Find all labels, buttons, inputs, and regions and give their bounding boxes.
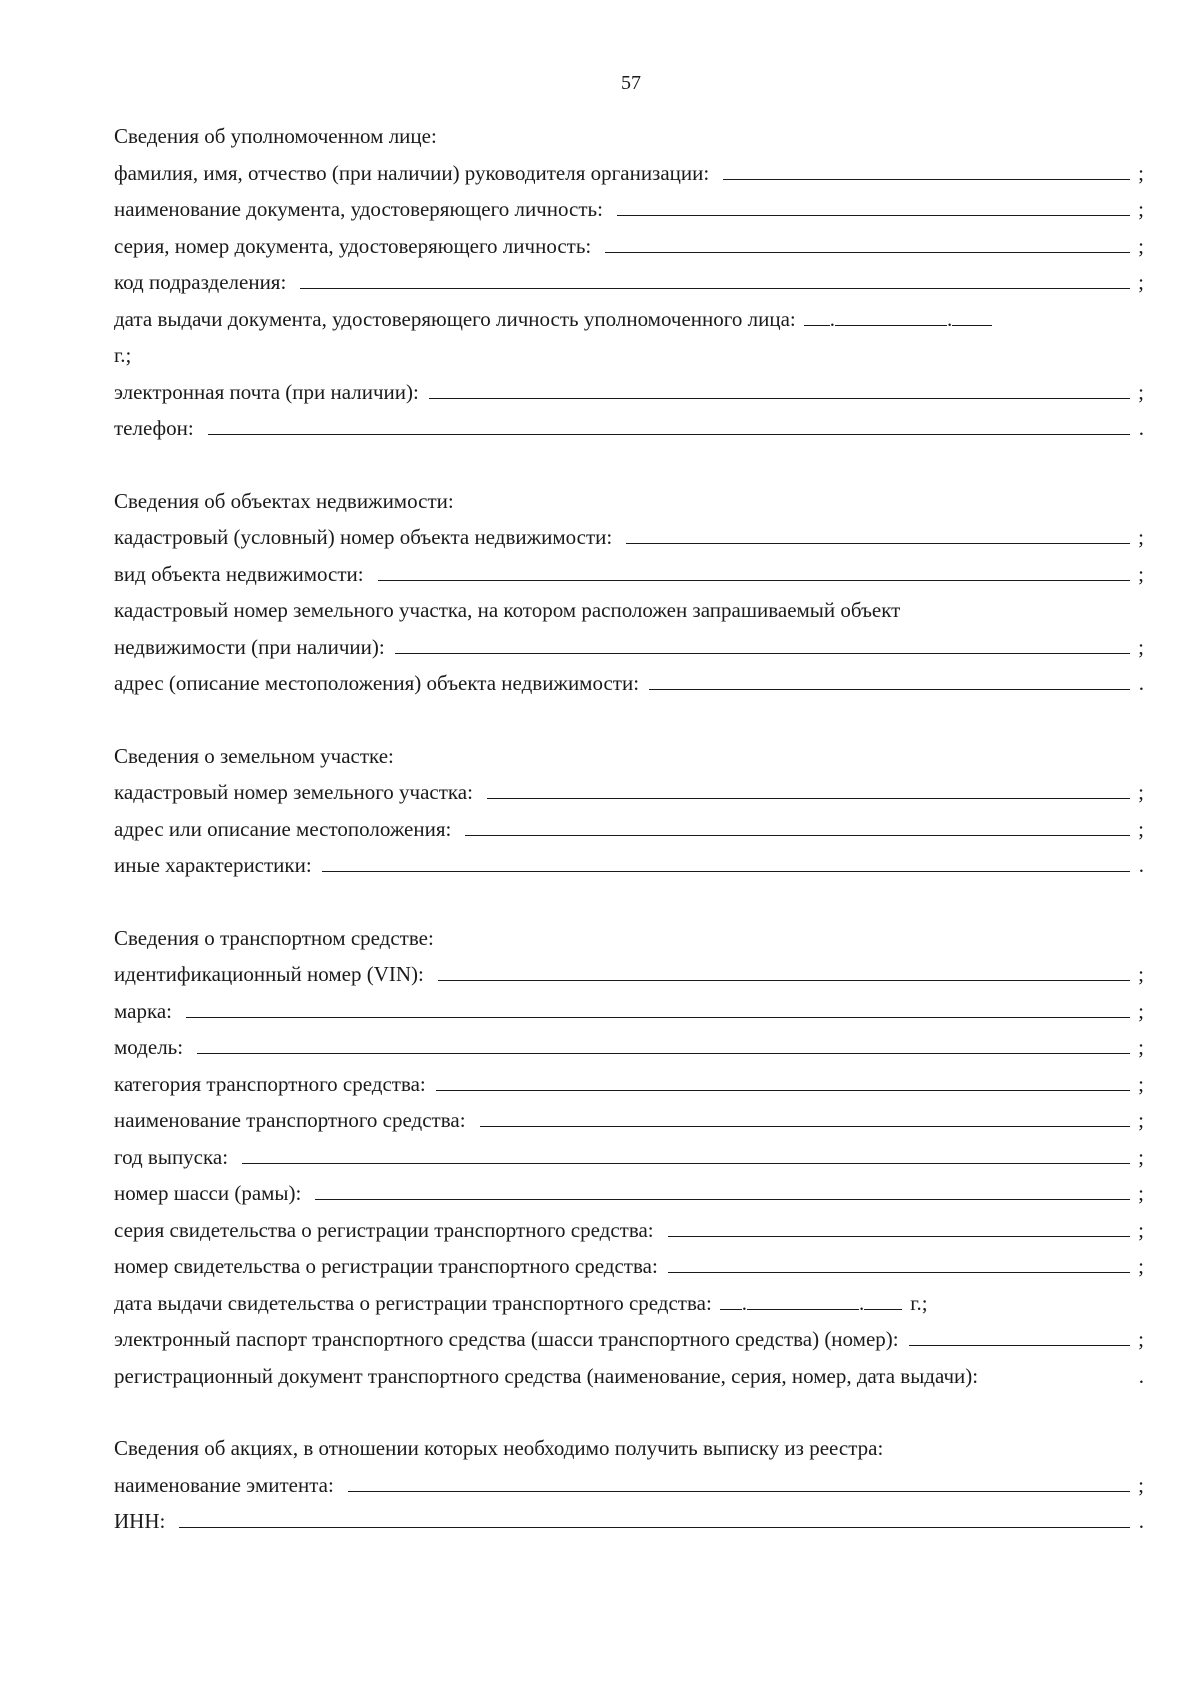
cert-year-field[interactable] <box>864 1291 902 1310</box>
period: . <box>1138 671 1144 695</box>
inn-label: ИНН: <box>114 1509 166 1533</box>
land-address-label: адрес или описание местоположения: <box>114 816 452 841</box>
reg-doc-row <box>114 1364 1144 1401</box>
category-label: категория транспортного средства: <box>114 1071 426 1096</box>
semicolon: ; <box>1138 197 1144 221</box>
vin-row <box>114 962 1144 999</box>
semicolon: ; <box>1138 816 1144 841</box>
land-address-field[interactable] <box>465 817 1130 836</box>
object-type-label: вид объекта недвижимости: <box>114 561 364 586</box>
semicolon: ; <box>1138 1217 1144 1242</box>
period: . <box>1138 1363 1144 1388</box>
full-name-row <box>114 161 1144 198</box>
cadastral-number-field[interactable] <box>626 525 1130 544</box>
cert-number-label: номер свидетельства о регистрации транспортного средства: <box>114 1254 658 1278</box>
cert-series-row <box>114 1218 1144 1255</box>
cert-date-row <box>114 1291 1144 1328</box>
year-label: год выпуска: <box>114 1144 229 1169</box>
semicolon: ; <box>1138 160 1144 185</box>
section-land-plot <box>114 744 1144 890</box>
land-number-label-line1: кадастровый номер земельного участка, на котором расположен запрашиваемый объект <box>114 598 901 622</box>
cert-month-field[interactable] <box>747 1291 859 1310</box>
section-authorized-person <box>114 124 1144 453</box>
land-number-row-1 <box>114 598 1144 635</box>
brand-row <box>114 999 1144 1036</box>
land-number-row-2 <box>114 635 1144 672</box>
object-type-field[interactable] <box>378 562 1130 581</box>
semicolon: ; <box>1138 525 1144 549</box>
date-dot: . <box>859 1290 865 1315</box>
land-cadastral-label: кадастровый номер земельного участка: <box>114 780 473 804</box>
email-label: электронная почта (при наличии): <box>114 379 419 404</box>
model-field[interactable] <box>197 1035 1130 1054</box>
category-field[interactable] <box>436 1072 1130 1091</box>
brand-label: марка: <box>114 998 173 1023</box>
object-type-row <box>114 562 1144 599</box>
model-label: модель: <box>114 1035 184 1059</box>
vehicle-name-field[interactable] <box>480 1108 1130 1127</box>
brand-field[interactable] <box>186 999 1130 1018</box>
real-estate-address-label: адрес (описание местоположения) объекта недвижимости: <box>114 671 640 695</box>
division-code-label: код подразделения: <box>114 270 287 294</box>
date-dot: . <box>741 1290 748 1315</box>
semicolon: ; <box>1138 379 1144 404</box>
land-other-row <box>114 853 1144 890</box>
date-day-field[interactable] <box>804 307 830 326</box>
semicolon: ; <box>1138 962 1144 986</box>
cadastral-number-row <box>114 525 1144 562</box>
section-heading: Сведения об акциях, в отношении которых необходимо получить выписку из реестра: <box>114 1436 884 1460</box>
section-heading: Сведения о земельном участке: <box>114 743 394 768</box>
date-dot: . <box>946 306 953 331</box>
cert-day-field[interactable] <box>720 1291 742 1310</box>
land-other-field[interactable] <box>322 853 1130 872</box>
inn-field[interactable] <box>179 1509 1130 1528</box>
cert-series-field[interactable] <box>668 1218 1130 1237</box>
epts-row <box>114 1327 1144 1364</box>
phone-row <box>114 416 1144 453</box>
cert-number-field[interactable] <box>668 1254 1130 1273</box>
semicolon: ; <box>1138 998 1144 1023</box>
cadastral-number-label: кадастровый (условный) номер объекта недвижимости: <box>114 525 613 549</box>
phone-field[interactable] <box>208 416 1130 435</box>
vin-field[interactable] <box>438 962 1130 981</box>
application-form <box>114 124 1144 1582</box>
land-address-row <box>114 817 1144 854</box>
chassis-row <box>114 1181 1144 1218</box>
real-estate-address-row <box>114 671 1144 708</box>
full-name-field[interactable] <box>723 161 1130 180</box>
doc-issue-date-label: дата выдачи документа, удостоверяющего личность уполномоченного лица: <box>114 306 796 331</box>
doc-series-field[interactable] <box>605 234 1130 253</box>
land-number-label-line2: недвижимости (при наличии): <box>114 634 385 659</box>
date-year-field[interactable] <box>952 307 992 326</box>
semicolon: ; <box>1138 1254 1144 1278</box>
cert-number-row <box>114 1254 1144 1291</box>
chassis-field[interactable] <box>315 1181 1130 1200</box>
issuer-label: наименование эмитента: <box>114 1472 334 1497</box>
doc-name-field[interactable] <box>617 197 1130 216</box>
vin-label: идентификационный номер (VIN): <box>114 962 424 986</box>
cert-year-suffix: г.; <box>910 1290 928 1315</box>
doc-series-row <box>114 234 1144 271</box>
chassis-label: номер шасси (рамы): <box>114 1181 302 1205</box>
semicolon: ; <box>1138 1472 1144 1497</box>
semicolon: ; <box>1138 233 1144 258</box>
semicolon: ; <box>1138 634 1144 659</box>
cert-series-label: серия свидетельства о регистрации транспортного средства: <box>114 1217 654 1242</box>
model-row <box>114 1035 1144 1072</box>
land-cadastral-row <box>114 780 1144 817</box>
doc-name-label: наименование документа, удостоверяющего личность: <box>114 197 603 221</box>
section-real-estate <box>114 489 1144 708</box>
section-vehicle <box>114 926 1144 1401</box>
semicolon: ; <box>1138 780 1144 804</box>
vehicle-name-label: наименование транспортного средства: <box>114 1108 466 1132</box>
year-field[interactable] <box>242 1145 1130 1164</box>
semicolon: ; <box>1138 1181 1144 1205</box>
division-code-field[interactable] <box>300 270 1130 289</box>
date-month-field[interactable] <box>835 307 947 326</box>
land-cadastral-field[interactable] <box>487 780 1130 799</box>
period: . <box>1138 853 1144 877</box>
email-field[interactable] <box>429 380 1130 399</box>
period: . <box>1138 416 1144 440</box>
reg-doc-label: регистрационный документ транспортного средства (наименование, серия, номер, дата выдачи): <box>114 1363 979 1388</box>
category-row <box>114 1072 1144 1109</box>
email-row <box>114 380 1144 417</box>
semicolon: ; <box>1138 1108 1144 1132</box>
semicolon: ; <box>1138 270 1144 294</box>
year-suffix-row <box>114 343 1144 380</box>
section-heading: Сведения об уполномоченном лице: <box>114 124 437 148</box>
vehicle-name-row <box>114 1108 1144 1145</box>
doc-name-row <box>114 197 1144 234</box>
section-shares <box>114 1436 1144 1546</box>
phone-label: телефон: <box>114 416 194 440</box>
year-row <box>114 1145 1144 1182</box>
cert-date-label: дата выдачи свидетельства о регистрации транспортного средства: <box>114 1290 712 1315</box>
date-dot: . <box>829 306 835 331</box>
semicolon: ; <box>1138 1035 1144 1059</box>
full-name-label: фамилия, имя, отчество (при наличии) руководителя организации: <box>114 160 710 185</box>
inn-row <box>114 1509 1144 1546</box>
issuer-field[interactable] <box>348 1473 1130 1492</box>
year-suffix: г.; <box>114 343 132 367</box>
division-code-row <box>114 270 1144 307</box>
semicolon: ; <box>1138 1071 1144 1096</box>
section-heading: Сведения об объектах недвижимости: <box>114 488 454 513</box>
doc-issue-date-row <box>114 307 1144 344</box>
semicolon: ; <box>1138 1327 1144 1351</box>
semicolon: ; <box>1138 1144 1144 1169</box>
issuer-row <box>114 1473 1144 1510</box>
land-number-field[interactable] <box>395 635 1130 654</box>
section-heading: Сведения о транспортном средстве: <box>114 925 434 950</box>
epts-field[interactable] <box>909 1327 1130 1346</box>
epts-label: электронный паспорт транспортного средства (шасси транспортного средства) (номер): <box>114 1327 899 1351</box>
page-number: 57 <box>621 72 641 94</box>
semicolon: ; <box>1138 561 1144 586</box>
doc-series-label: серия, номер документа, удостоверяющего личность: <box>114 233 592 258</box>
land-other-label: иные характеристики: <box>114 853 312 877</box>
period: . <box>1138 1509 1144 1533</box>
real-estate-address-field[interactable] <box>649 671 1130 690</box>
